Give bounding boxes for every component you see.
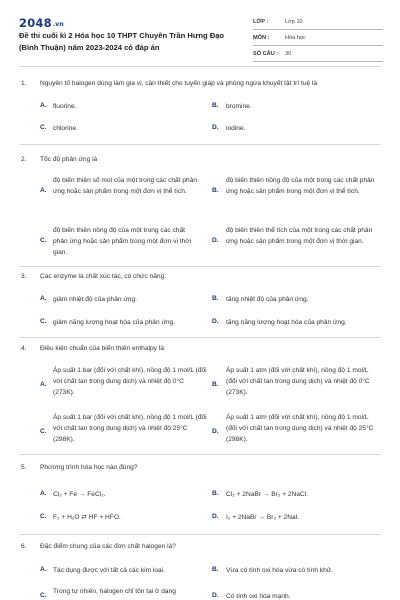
option-text[interactable]: chlorine. — [53, 125, 78, 132]
exam-meta-table — [253, 14, 383, 62]
option-text[interactable]: độ biến thiên số mol của một trong các chất phản ứng hoặc sản phẩm trong một đơn vị thể tích. — [53, 177, 198, 195]
option-letter[interactable]: A. — [40, 102, 47, 109]
option-text[interactable]: Tác dụng được với tất cả các kim loại. — [53, 567, 166, 574]
question-divider — [19, 66, 381, 67]
meta-label: SỐ CÂU : — [253, 50, 279, 57]
question-divider — [19, 144, 381, 145]
option-text[interactable]: Cl₂ + 2NaBr → Br₂ + 2NaCl. — [226, 491, 309, 498]
meta-label: MÔN : — [253, 34, 270, 41]
option-text[interactable]: giảm năng lượng hoạt hóa của phản ứng. — [53, 319, 176, 326]
question-text: Nguyên tố halogen dùng làm gia vị, cần thiết cho tuyến giáp và phòng ngừa khuyết tật trí tuệ là — [40, 80, 318, 87]
question-divider — [19, 534, 381, 535]
option-letter[interactable]: A. — [40, 295, 47, 302]
question-text: Điều kiện chuẩn của biến thiên enthalpy là: — [40, 345, 166, 352]
question-divider — [19, 266, 381, 267]
option-text[interactable]: I₂ + 2NaBr → Br₂ + 2NaI. — [226, 514, 300, 521]
question-number: 2. — [21, 156, 27, 163]
option-letter[interactable]: D. — [212, 318, 219, 325]
option-text[interactable]: fluorine. — [53, 103, 77, 110]
option-text[interactable]: Áp suất 1 bar (đối với chất khí), nồng độ 1 mol/L (đối với chất tan trong dung dịch) và nhiệt độ 0°C (273K). — [53, 367, 207, 396]
option-letter[interactable]: C. — [40, 237, 47, 244]
meta-row-class — [253, 14, 383, 30]
option-letter[interactable]: C. — [40, 428, 47, 435]
option-text[interactable]: Áp suất 1 bar (đối với chất khí), nồng độ 1 mol/L (đối với chất tan trong dung dịch) và nhiệt độ 25°C (298K). — [53, 414, 207, 443]
question-number: 6. — [21, 543, 27, 550]
option-letter[interactable]: D. — [212, 513, 219, 520]
document-title: Đề thi cuối kì 2 Hóa học 10 THPT Chuyên Trần Hưng Đạo (Bình Thuận) năm 2023-2024 có đáp án — [19, 31, 225, 52]
question-number: 3. — [21, 273, 27, 280]
option-text[interactable]: Áp suất 1 atm (đối với chất khí), nồng độ 1 mol/L (đối với chất tan trong dung dịch) và nhiệt độ 0°C (273K). — [226, 367, 370, 396]
option-text[interactable]: độ biến thiên thể tích của một trong các chất phản ứng hoặc sản phẩm trong một đơn vị thời gian. — [226, 227, 373, 245]
option-letter[interactable]: B. — [212, 102, 219, 109]
meta-value: Hóa học — [285, 34, 306, 41]
option-text[interactable]: Cl₂ + Fe → FeCl₂. — [53, 491, 106, 498]
option-text[interactable]: giảm nhiệt độ của phản ứng. — [53, 296, 137, 303]
option-letter[interactable]: A. — [40, 490, 47, 497]
question-number: 4. — [21, 345, 27, 352]
option-letter[interactable]: B. — [212, 381, 219, 388]
option-text[interactable]: độ biến thiên nồng độ của một trong các chất phản ứng hoặc sản phẩm trong một đơn vị thời gian. — [53, 227, 192, 256]
site-logo[interactable]: 2048.vn — [19, 16, 64, 30]
option-letter[interactable]: D. — [212, 237, 219, 244]
meta-row-subject — [253, 30, 383, 46]
meta-row-count — [253, 46, 383, 62]
option-text[interactable]: Có tính oxi hóa mạnh. — [226, 593, 291, 600]
option-text[interactable]: Trong tự nhiên, halogen chỉ tồn tại ở dạng — [53, 588, 176, 595]
meta-value: Lớp 10 — [285, 18, 303, 25]
option-letter[interactable]: D. — [212, 428, 219, 435]
option-text[interactable]: độ biến thiên nồng độ của một trong các chất phản ứng hoặc sản phẩm trong một đơn vị thể tích. — [226, 177, 375, 195]
meta-value: 30 — [285, 50, 292, 57]
option-text[interactable]: F₂ + H₂O ⇄ HF + HFO. — [53, 514, 121, 521]
option-letter[interactable]: D. — [212, 124, 219, 131]
question-divider — [19, 454, 381, 455]
option-letter[interactable]: C. — [40, 318, 47, 325]
option-letter[interactable]: B. — [212, 490, 219, 497]
option-text[interactable]: Vừa có tính oxi hóa vừa có tính khử. — [226, 567, 334, 574]
question-text: Đặc điểm chung của các đơn chất halogen là? — [40, 543, 176, 550]
option-text[interactable]: Áp suất 1 atm (đối với chất khí), nồng độ 1 mol/L (đối với chất tan trong dung dịch) và nhiệt độ 25°C (298K). — [226, 414, 374, 443]
question-divider — [19, 337, 381, 338]
question-number: 1. — [21, 80, 27, 87]
option-letter[interactable]: A. — [40, 566, 47, 573]
option-text[interactable]: tăng nhiệt độ của phản ứng. — [226, 296, 309, 303]
meta-label: LỚP : — [253, 18, 269, 25]
option-letter[interactable]: A. — [40, 381, 47, 388]
option-letter[interactable]: C. — [40, 592, 47, 599]
option-text[interactable]: iodine. — [226, 125, 246, 132]
question-text: Các enzyme là chất xúc tác, có chức năng: — [40, 273, 167, 280]
question-text: Tốc độ phản ứng là — [40, 156, 98, 163]
option-letter[interactable]: B. — [212, 295, 219, 302]
option-letter[interactable]: B. — [212, 187, 219, 194]
question-text: Phương trình hóa học nào đúng? — [40, 464, 138, 471]
question-number: 5. — [21, 464, 27, 471]
option-letter[interactable]: C. — [40, 124, 47, 131]
option-text[interactable]: tăng năng lượng hoạt hóa của phản ứng. — [226, 319, 347, 326]
option-letter[interactable]: B. — [212, 566, 219, 573]
option-letter[interactable]: D. — [212, 592, 219, 599]
option-text[interactable]: bromine. — [226, 103, 252, 110]
document-header — [0, 0, 400, 64]
option-letter[interactable]: C. — [40, 513, 47, 520]
option-letter[interactable]: A. — [40, 187, 47, 194]
